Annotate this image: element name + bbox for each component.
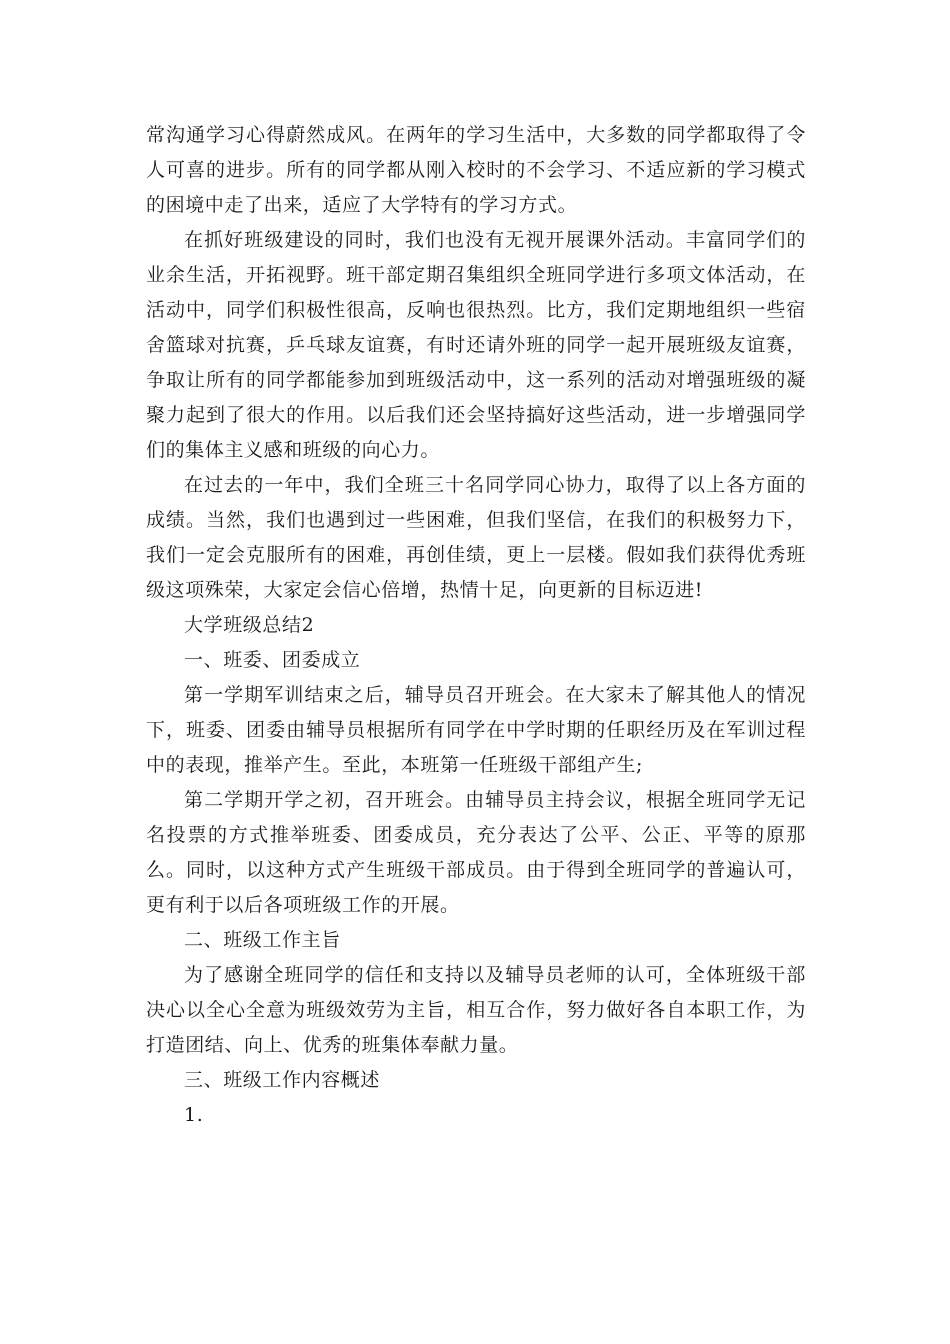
paragraph-past-year-summary: 在过去的一年中，我们全班三十名同学同心协力，取得了以上各方面的成绩。当然，我们也遇到过一些困难，但我们坚信，在我们的积极努力下，我们一定会克服所有的困难，再创佳绩，更上一层楼。假如我们获得优秀班级这项殊荣，大家定会信心倍增，热情十足，向更新的目标迈进!: [146, 474, 806, 601]
heading-committee-formation: 一、班委、团委成立: [184, 649, 361, 671]
heading-work-purpose: 二、班级工作主旨: [184, 929, 341, 951]
paragraph-extracurricular-activities: 在抓好班级建设的同时，我们也没有无视开展课外活动。丰富同学们的业余生活，开拓视野。班干部定期召集组织全班同学进行多项文体活动，在活动中，同学们积极性很高，反响也很热烈。比方，我们定期地组织一些宿舍篮球对抗赛，乒乓球友谊赛，有时还请外班的同学一起开展班级友谊赛，争取让所有的同学都能参加到班级活动中，这一系列的活动对增强班级的凝聚力起到了很大的作用。以后我们还会坚持搞好这些活动，进一步增强同学们的集体主义感和班级的向心力。: [146, 229, 806, 461]
paragraph-work-purpose: 为了感谢全班同学的信任和支持以及辅导员老师的认可，全体班级干部决心以全心全意为班级效劳为主旨，相互合作，努力做好各自本职工作，为打造团结、向上、优秀的班集体奉献力量。: [146, 964, 806, 1056]
document-body: [146, 118, 806, 1133]
paragraph-study-exchange: 常沟通学习心得蔚然成风。在两年的学习生活中，大多数的同学都取得了令人可喜的进步。所有的同学都从刚入校时的不会学习、不适应新的学习模式的困境中走了出来，适应了大学特有的学习方式。: [146, 124, 806, 216]
paragraph-second-semester: 第二学期开学之初，召开班会。由辅导员主持会议，根据全班同学无记名投票的方式推举班委、团委成员，充分表达了公平、公正、平等的原那么。同时，以这种方式产生班级干部成员。由于得到全班同学的普遍认可，更有利于以后各项班级工作的开展。: [146, 789, 806, 916]
heading-work-overview: 三、班级工作内容概述: [184, 1069, 381, 1091]
list-item-number: 1.: [184, 1104, 204, 1126]
section-title-summary-2: 大学班级总结2: [184, 614, 315, 636]
paragraph-first-semester: 第一学期军训结束之后，辅导员召开班会。在大家未了解其他人的情况下，班委、团委由辅导员根据所有同学在中学时期的任职经历及在军训过程中的表现，推举产生。至此，本班第一任班级干部组产生;: [146, 684, 806, 776]
